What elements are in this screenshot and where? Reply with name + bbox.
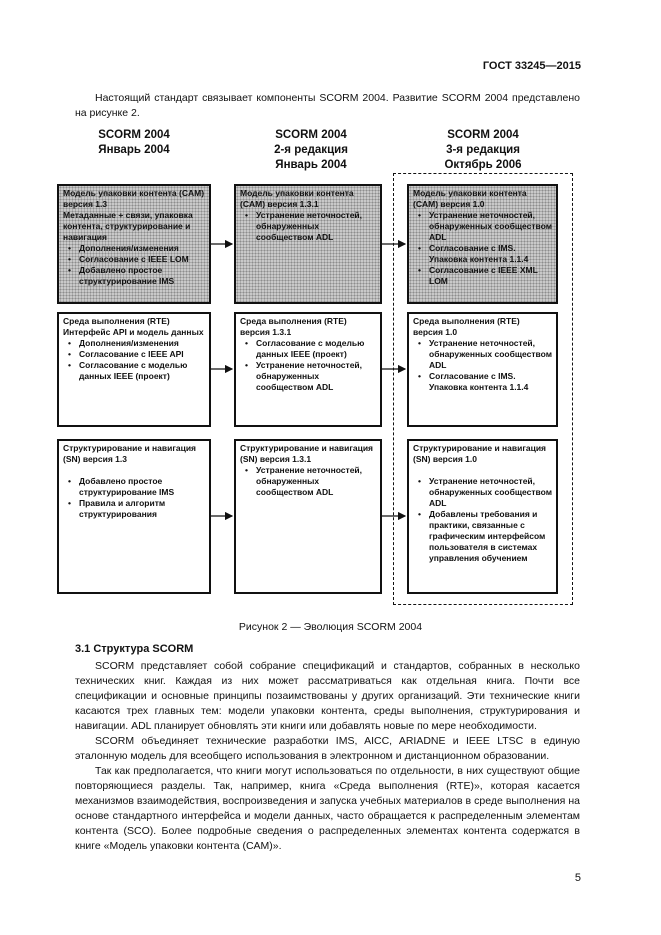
box-subtitle: Метаданные + связи, упаковка контента, структурирование и навигация xyxy=(63,210,193,242)
box-title: Модель упаковки контента (CAM) версия 1.0 xyxy=(413,188,527,209)
intro-paragraph: Настоящий стандарт связывает компоненты SCORM 2004. Развитие SCORM 2004 представлено на рисунке 2. xyxy=(75,92,580,119)
bullet-item: • Устранение неточностей, обнаруженных сообществом ADL xyxy=(256,360,376,393)
bullet-item: • Согласование с моделью данных IEEE (проект) xyxy=(256,338,376,360)
box-title: Среда выполнения (RTE) версия 1.0 xyxy=(413,316,520,337)
section-body xyxy=(75,659,580,854)
box-title: Структурирование и навигация (SN) версия 1.3.1 xyxy=(240,443,374,464)
column-header-line: 2-я редакция xyxy=(274,144,348,156)
column-header-line: Январь 2004 xyxy=(98,144,170,156)
figure-caption: Рисунок 2 — Эволюция SCORM 2004 xyxy=(238,621,423,633)
column-header-line: SCORM 2004 xyxy=(447,129,519,141)
bullet-item: • Правила и алгоритм структурирования xyxy=(79,498,205,520)
body-paragraph: Так как предполагается, что книги могут использоваться по отдельности, в них существуют общие повторяющиеся разделы. Так, например, книга «Среда выполнения (RTE)», которая касается механизмов взаимодействия, воспроизведения и запуска учебных материалов в среде выполнения на основе стандартного интерфейса и модели данных, часто обращается к распределенным элементам контента (SCO). Более подробные сведения о распределенных элементах контента содержатся в книге «Модель упаковки контента (CAM)». xyxy=(75,765,580,852)
bullet-item: • Дополнения/изменения xyxy=(79,243,205,254)
page-number: 5 xyxy=(574,872,581,884)
bullet-item: • Согласование с моделью данных IEEE (проект) xyxy=(79,360,205,382)
box-title: Модель упаковки контента (CAM) версия 1.3 xyxy=(63,188,205,209)
bullet-item: • Согласование с IEEE LOM xyxy=(79,254,205,265)
section-title: 3.1 Структура SCORM xyxy=(75,643,194,655)
bullet-item: • Добавлено простое структурирование IMS xyxy=(79,476,205,498)
bullet-item: • Устранение неточностей, обнаруженных сообществом ADL xyxy=(256,210,376,243)
body-paragraph: SCORM представляет собой собрание спецификаций и стандартов, собранных в несколько технических книг. Каждая из них может рассматриваться как отдельная книга. Почти все спецификации и основные принципы позаимствованы у других организаций. Эти технические книги касаются трех главных тем: модели упаковки контента, среды выполнения, структурирования и навигации. ADL планирует обновлять эти книги или добавлять новые по мере необходимости. xyxy=(75,660,580,732)
box-title: Структурирование и навигация (SN) версия 1.3 xyxy=(63,443,197,464)
bullet-item: • Согласование с IEEE API xyxy=(79,349,205,360)
bullet-item: • Устранение неточностей, обнаруженных сообществом ADL xyxy=(429,210,552,243)
bullet-item: • Устранение неточностей, обнаруженных сообществом ADL xyxy=(256,465,376,498)
column-header-line: SCORM 2004 xyxy=(275,129,347,141)
document-id: ГОСТ 33245—2015 xyxy=(482,60,581,72)
box-title: Модель упаковки контента (CAM) версия 1.3.1 xyxy=(240,188,354,209)
bullet-item: • Согласование с IMS. Упаковка контента 1.1.4 xyxy=(429,371,552,393)
column-header-line: Январь 2004 xyxy=(275,159,347,171)
bullet-item: • Добавлены требования и практики, связанные с графическим интерфейсом пользователя в системах управления обучением xyxy=(429,509,552,564)
bullet-item: • Устранение неточностей, обнаруженных сообществом ADL xyxy=(429,338,552,371)
bullet-item: • Устранение неточностей, обнаруженных сообществом ADL xyxy=(429,476,552,509)
column-header-line: 3-я редакция xyxy=(446,144,520,156)
bullet-item: • Согласование с IMS. Упаковка контента 1.1.4 xyxy=(429,243,552,265)
bullet-item: • Дополнения/изменения xyxy=(79,338,205,349)
bullet-item: • Добавлено простое структурирование IMS xyxy=(79,265,205,287)
box-title: Структурирование и навигация (SN) версия 1.0 xyxy=(413,443,547,464)
box-title: Среда выполнения (RTE) Интерфейс API и модель данных xyxy=(63,316,204,337)
column-header-line: Октябрь 2006 xyxy=(444,159,522,171)
body-paragraph: SCORM объединяет технические разработки IMS, AICC, ARIADNE и IEEE LTSC в единую эталонную модель для всеобщего использования в электронном и дистанционном образовании. xyxy=(75,735,580,762)
bullet-item: • Согласование с IEEE XML LOM xyxy=(429,265,552,287)
box-title: Среда выполнения (RTE) версия 1.3.1 xyxy=(240,316,347,337)
column-header-line: SCORM 2004 xyxy=(98,129,170,141)
